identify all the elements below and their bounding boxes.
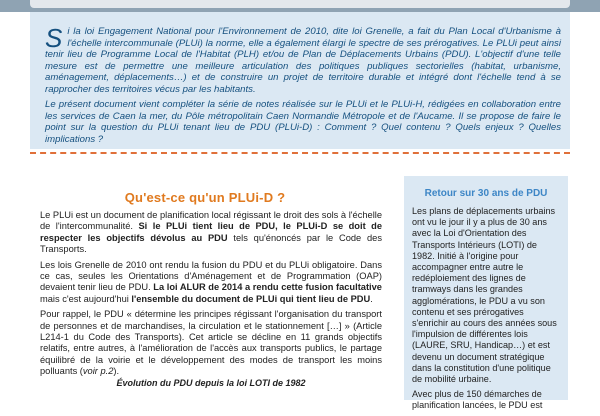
article-p2-bold-1: La loi ALUR de 2014 a rendu cette fusion facultative	[153, 282, 382, 293]
article-p2-text-end: .	[370, 293, 373, 304]
dashed-divider	[30, 152, 570, 154]
article-p2-text-mid: mais c'est aujourd'hui	[40, 293, 132, 304]
article-p2-text: Les lois Grenelle de 2010 ont rendu la fusion du PDU et du PLUi obligatoire. Dans ce cas, seules les Orientations d'Aménagement et de Programmation (OAP) devaient tenir lieu de PDU.	[40, 259, 382, 293]
article-p3-italic: voir p.2	[82, 366, 114, 377]
intro-paragraph-2: Le présent document vient compléter la série de notes réalisée sur le PLUi et le PLUi-H, rédigées en collaboration entre les services de Caen la mer, du Pôle métropolitain Caen Normandie Métropole et de l'Aucame. Il se propose de faire le point sur la question du PLUi tenant lieu de PDU (PLUi-D) : Comment ? Quel contenu ? Quels enjeux ? Quelles implications ?	[45, 99, 561, 145]
article-p3-text-end: ).	[113, 366, 120, 377]
intro-paragraph-1	[45, 23, 561, 96]
article-p3-text: Pour rappel, le PDU « détermine les principes régissant l'organisation du transport de personnes et de marchandises, la circulation et le stationnement […] » (Article L214-1 du Code des Transports). Cet article se décline en 11 grands objectifs relatifs, entre autres, à l'amélioration de l'accès aux transports publics, le partage équilibré de la voirie et le développement des modes de transport les moins polluants (	[40, 309, 382, 377]
top-band-inner	[30, 0, 570, 8]
article-p2-bold-2: l'ensemble du document de PLUi qui tient lieu de PDU	[131, 293, 371, 304]
article-p1-text-end: tels qu'énoncés par le Code des Transports.	[40, 232, 382, 255]
article-body	[40, 210, 382, 382]
dropcap: S	[45, 23, 63, 53]
top-band	[0, 0, 600, 12]
sidebar-text	[412, 206, 562, 416]
figure-caption: Évolution du PDU depuis la loi LOTI de 1982	[116, 378, 306, 388]
article-paragraph-3	[40, 309, 382, 377]
sidebar-title: Retour sur 30 ans de PDU	[424, 188, 548, 199]
article-paragraph-1	[40, 210, 382, 256]
intro-paragraph-1-text: i la loi Engagement National pour l'Environnement de 2010, dite loi Grenelle, a fait du Plan Local d'Urbanisme à l'échelle intercommunale (PLUi) la norme, elle a également élargi le spectre de ses prérogatives. Le PLUi peut ainsi tenir lieu de Programme Local de l'Habitat (PLH) et/ou de Plan de Déplacements Urbains (PDU). L'objectif d'une telle mesure est de permettre une meilleure articulation des politiques publiques sectorielles (habitat, urbanisme, aménagement, déplacements…) et de construire un projet de territoire durable et intégré dont l'échelle tend à se rapprocher des territoires vécus par les habitants.	[45, 26, 561, 95]
article-paragraph-2	[40, 260, 382, 306]
sidebar-paragraph-2: Avec plus de 150 démarches de planification lancées, le PDU est	[412, 389, 543, 411]
sidebar-paragraph-1: Les plans de déplacements urbains ont vu le jour il y a plus de 30 ans avec la Loi d'Orientation des Transports Intérieurs (LOTI) de 1982. Initié à l'origine pour accompagner entre autre le redéploiement des lignes de tramways dans les grandes agglomérations, le PDU a vu son contenu et ses prérogatives s'enrichir au cours des années sous l'impulsion de différentes lois (LAURE, SRU, Handicap…) et est devenu un document stratégique dans la constitution d'une politique de mobilité urbaine.	[412, 206, 557, 385]
section-title: Qu'est-ce qu'un PLUi-D ?	[124, 190, 286, 205]
article-p1-bold: Si le PLUi tient lieu de PDU, le PLUi-D se doit de respecter les objectifs dévolus au PDU	[40, 221, 382, 243]
article-p1-text: Le PLUi est un document de planification local régissant le droit des sols à l'échelle de l'intercommunalité.	[40, 210, 382, 232]
